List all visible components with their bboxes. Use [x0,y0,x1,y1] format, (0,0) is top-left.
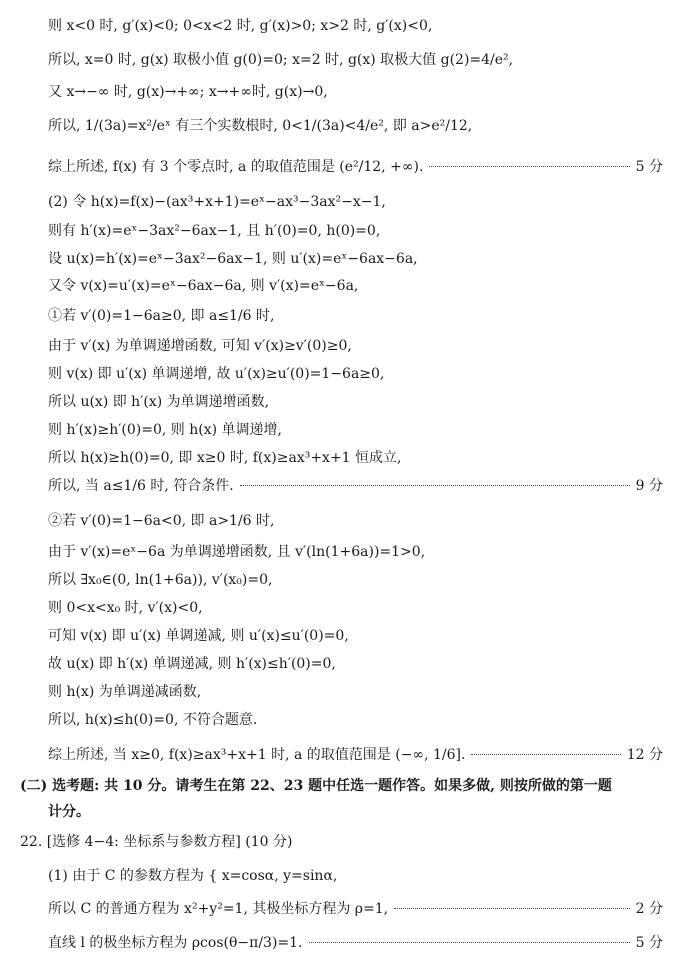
dot-leader [240,484,630,486]
text-line: 所以 h(x)≥h(0)=0, 即 x≥0 时, f(x)≥ax³+x+1 恒成立, [48,450,402,466]
text-line: 设 u(x)=h′(x)=eˣ−3ax²−6ax−1, 则 u′(x)=eˣ−6ax−6a, [48,251,418,267]
text-line: (1) 由于 C 的参数方程为 { x=cosα, y=sinα, [48,868,338,884]
text-line: (2) 令 h(x)=f(x)−(ax³+x+1)=eˣ−ax³−3ax²−x−1, [48,194,386,210]
text-line: ②若 v′(0)=1−6a<0, 即 a>1/6 时, [48,513,275,529]
dot-leader [429,165,629,167]
text-line: 又令 v(x)=u′(x)=eˣ−6ax−6a, 则 v′(x)=eˣ−6a, [48,278,359,294]
score-label: 5 分 [635,935,663,951]
text-line: 所以, h(x)≤h(0)=0, 不符合题意. [48,712,258,728]
dot-leader [309,941,630,943]
dot-leader [394,907,630,909]
text-line: 则 x<0 时, g′(x)<0; 0<x<2 时, g′(x)>0; x>2 时, g′(x)<0, [48,18,433,34]
text-line: 又 x→−∞ 时, g(x)→+∞; x→+∞时, g(x)→0, [48,84,328,100]
text-line: 则 v(x) 即 u′(x) 单调递增, 故 u′(x)≥u′(0)=1−6a≥0, [48,366,385,382]
section-heading-continued: 计分。 [48,804,90,820]
score-label: 2 分 [635,901,663,917]
text-line: 所以, x=0 时, g(x) 取极小值 g(0)=0; x=2 时, g(x) 取极大值 g(2)=4/e², [48,52,514,68]
text-line: 可知 v(x) 即 u′(x) 单调递减, 则 u′(x)≤u′(0)=0, [48,628,349,644]
text-line: 所以, 1/(3a)=x²/eˣ 有三个实数根时, 0<1/(3a)<4/e², 即 a>e²/12, [48,118,473,134]
text-line: 则有 h′(x)=eˣ−3ax²−6ax−1, 且 h′(0)=0, h(0)=0, [48,223,381,239]
text-line: 所以 u(x) 即 h′(x) 为单调递增函数, [48,394,270,410]
text-line: ①若 v′(0)=1−6a≥0, 即 a≤1/6 时, [48,308,275,324]
section-heading: (二) 选考题: 共 10 分。请考生在第 22、23 题中任选一题作答。如果多做, 则按所做的第一题 [20,778,612,794]
text-line: 所以 C 的普通方程为 x²+y²=1, 其极坐标方程为 ρ=1, 2 分 [48,893,663,923]
text-line: 所以, 当 a≤1/6 时, 符合条件. 9 分 [48,470,663,500]
score-label: 12 分 [626,747,663,763]
score-label: 9 分 [635,478,663,494]
text-line: 直线 l 的极坐标方程为 ρcos(θ−π/3)=1. 5 分 [48,927,663,957]
score-label: 5 分 [635,159,663,175]
question-heading: 22. [选修 4−4: 坐标系与参数方程] (10 分) [20,834,293,850]
text-line: 则 h(x) 为单调递减函数, [48,684,202,700]
text-line: 由于 v′(x)=eˣ−6a 为单调递增函数, 且 v′(ln(1+6a))=1>0, [48,544,426,560]
dot-leader [471,753,620,755]
text-line: 所以 ∃x₀∈(0, ln(1+6a)), v′(x₀)=0, [48,572,273,588]
text-line: 综上所述, f(x) 有 3 个零点时, a 的取值范围是 (e²/12, +∞). 5 分 [48,151,663,181]
text-line: 则 0<x<x₀ 时, v′(x)<0, [48,600,203,616]
text-line: 则 h′(x)≥h′(0)=0, 则 h(x) 单调递增, [48,422,282,438]
text-line: 由于 v′(x) 为单调递增函数, 可知 v′(x)≥v′(0)≥0, [48,338,352,354]
text-line: 综上所述, 当 x≥0, f(x)≥ax³+x+1 时, a 的取值范围是 (−∞, 1/6]. 12 分 [48,739,663,769]
text-line: 故 u(x) 即 h′(x) 单调递减, 则 h′(x)≤h′(0)=0, [48,656,336,672]
